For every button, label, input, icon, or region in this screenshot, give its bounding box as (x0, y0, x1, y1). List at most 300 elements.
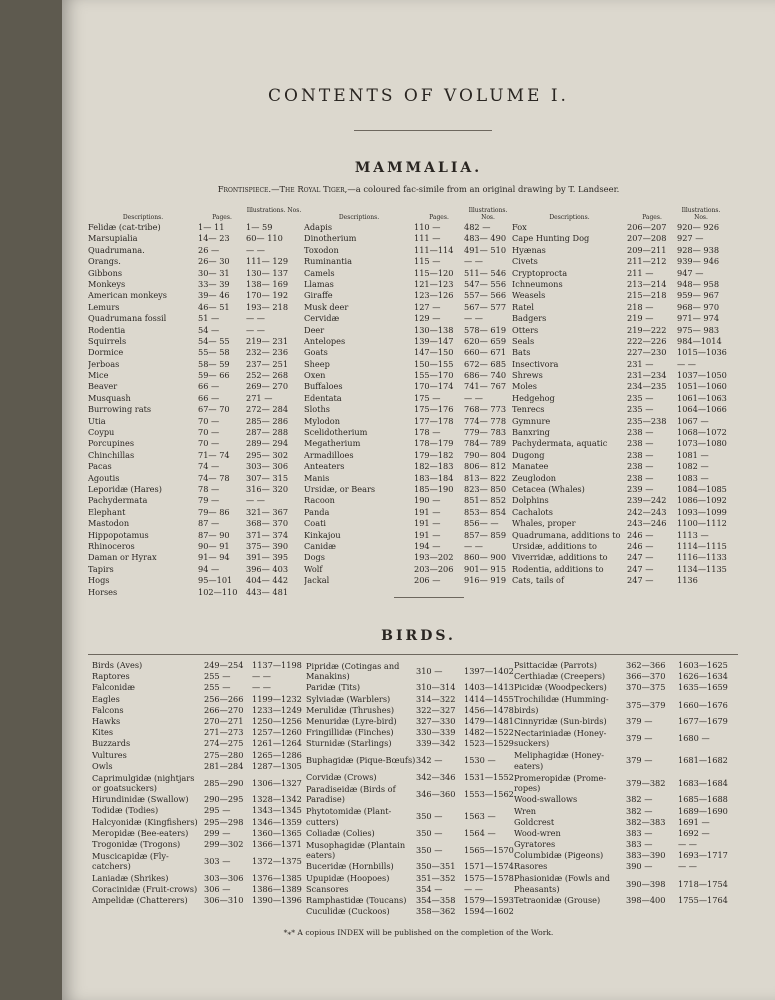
entry-pages: 191 — (414, 518, 441, 529)
entry-name: Rodentia, additions to (512, 563, 604, 574)
entry-illustrations: 567— 577 (464, 301, 507, 312)
entry-illustrations: 806— 812 (464, 461, 507, 472)
entry-name: Paridæ (Tits) (306, 682, 361, 693)
table-row (88, 313, 302, 324)
entry-name: Weasels (512, 290, 546, 301)
table-row (88, 438, 302, 449)
table-row (88, 518, 302, 529)
entry-name: Meropidæ (Bee-eaters) (92, 827, 189, 838)
table-row (306, 884, 514, 895)
table-row (512, 484, 725, 495)
entry-name: Horses (88, 586, 118, 597)
table-row (88, 222, 302, 233)
entry-pages: 295—298 (204, 816, 244, 827)
entry-pages: 231 — (627, 358, 654, 369)
entry-illustrations: 1261—1264 (252, 738, 302, 749)
entry-name: Cetacea (Whales) (512, 483, 585, 494)
entry-pages: 39— 46 (198, 290, 230, 301)
table-row (92, 850, 304, 872)
entry-illustrations: 927 — (677, 233, 704, 244)
entry-illustrations: 975— 983 (677, 324, 720, 335)
table-row (512, 530, 725, 541)
entry-name: Muscicapidæ (Fly-catchers) (92, 850, 169, 872)
table-row (88, 427, 302, 438)
entry-illustrations: 1137—1198 (252, 660, 302, 670)
table-row (514, 828, 726, 839)
entry-illustrations: 1328—1342 (252, 794, 302, 805)
frontispiece-text: ,—a coloured fac-simile from an original drawing by T. Landseer. (344, 184, 620, 194)
entry-pages: 54— 55 (198, 335, 230, 346)
entry-name: Agoutis (88, 472, 120, 483)
header-pages: Pages. (642, 214, 662, 221)
table-row (88, 541, 302, 552)
entry-name: American monkeys (88, 290, 167, 301)
table-row (92, 727, 304, 738)
table-row (88, 564, 302, 575)
table-row (306, 716, 514, 727)
entry-pages: 290—295 (204, 794, 244, 805)
entry-name: Coypu (88, 427, 115, 438)
entry-illustrations: 321— 367 (246, 506, 289, 517)
table-row (512, 245, 725, 256)
entry-illustrations: 1564 — (464, 827, 496, 838)
table-row (92, 761, 304, 772)
entry-pages: 51 — (198, 313, 220, 324)
table-row (512, 507, 725, 518)
entry-name: Trochilidæ (Humming-birds) (514, 694, 609, 715)
table-row (88, 393, 302, 404)
entry-illustrations: 272— 284 (246, 404, 289, 415)
table-row (92, 895, 304, 906)
table-row (514, 750, 726, 772)
header-descriptions: Descriptions. (338, 214, 380, 221)
entry-illustrations: 939— 946 (677, 256, 720, 267)
entry-illustrations: 672— 685 (464, 358, 507, 369)
table-row (512, 302, 725, 313)
entry-pages: 375—379 (626, 699, 666, 710)
table-row (88, 290, 302, 301)
table-row (88, 587, 302, 598)
entry-pages: 91— 94 (198, 552, 230, 563)
entry-name: Canidæ (304, 540, 336, 551)
entry-name: Pipridæ (Cotingas and Manakins) (306, 660, 400, 682)
entry-name: Coracinidæ (Fruit-crows) (92, 883, 198, 894)
entry-name: Phytotomidæ (Plant-cutters) (306, 806, 392, 827)
entry-illustrations: 1100—1112 (677, 518, 727, 529)
entry-illustrations: — — (464, 313, 483, 324)
entry-pages: 185—190 (414, 483, 454, 494)
table-row (88, 370, 302, 381)
entry-name: Mice (88, 370, 109, 381)
entry-pages: 231—234 (627, 370, 667, 381)
entry-pages: 330—339 (416, 727, 456, 738)
table-row (88, 245, 302, 256)
entry-illustrations: 1081 — (677, 449, 709, 460)
entry-illustrations: 1199—1232 (252, 693, 302, 704)
entry-pages: 194 — (414, 540, 441, 551)
entry-illustrations: 578— 619 (464, 324, 507, 335)
entry-pages: 26— 30 (198, 256, 230, 267)
entry-pages: 366—370 (626, 671, 666, 682)
table-row (512, 416, 725, 427)
volume-title: CONTENTS OF VOLUME I. (268, 86, 569, 106)
entry-illustrations: 1692 — (678, 827, 710, 838)
table-row (304, 393, 512, 404)
table-row (88, 530, 302, 541)
table-row (306, 895, 514, 906)
entry-pages: 190 — (414, 495, 441, 506)
entry-illustrations: 307— 315 (246, 472, 289, 483)
table-row (512, 279, 725, 290)
entry-name: Todidæ (Todies) (92, 805, 159, 816)
entry-name: Burrowing rats (88, 404, 152, 415)
entry-name: Toxodon (304, 244, 339, 255)
table-row (92, 705, 304, 716)
entry-name: Cervidæ (304, 313, 340, 324)
entry-illustrations: 1689—1690 (678, 805, 728, 816)
entry-name: Dogs (304, 552, 325, 563)
entry-illustrations: 768— 773 (464, 404, 507, 415)
entry-illustrations: 660— 671 (464, 347, 507, 358)
header-descriptions: Descriptions. (122, 214, 164, 221)
entry-pages: 215—218 (627, 290, 667, 301)
table-row (304, 530, 512, 541)
entry-pages: 115 — (414, 256, 441, 267)
table-row (88, 461, 302, 472)
entry-name: Insectivora (512, 358, 559, 369)
table-row (92, 828, 304, 839)
entry-name: Psittacidæ (Parrots) (514, 660, 597, 670)
table-row (306, 660, 514, 682)
table-row (512, 325, 725, 336)
entry-name: Scansores (306, 883, 349, 894)
entry-pages: 179—182 (414, 449, 454, 460)
entry-illustrations: 1015—1036 (677, 347, 727, 358)
entry-name: Utia (88, 415, 106, 426)
table-row (512, 370, 725, 381)
table-row (512, 404, 725, 415)
table-row (88, 495, 302, 506)
header-illustrations: Illustrations. Nos. (681, 207, 721, 221)
entry-pages: 246 — (627, 540, 654, 551)
entry-name: Gyratores (514, 839, 556, 850)
entry-name: Rasores (514, 861, 548, 872)
entry-illustrations: 368— 370 (246, 518, 289, 529)
table-row (92, 716, 304, 727)
entry-illustrations: 1136 (677, 575, 698, 586)
entry-pages: 274—275 (204, 738, 244, 749)
entry-illustrations: 1093—1099 (677, 506, 727, 517)
entry-name: Sloths (304, 404, 330, 415)
entry-pages: 239—242 (627, 495, 667, 506)
entry-pages: 383 — (626, 839, 653, 850)
entry-pages: 78 — (198, 483, 220, 494)
table-row (304, 233, 512, 244)
entry-name: Cape Hunting Dog (512, 233, 590, 244)
entry-illustrations: 1376—1385 (252, 872, 302, 883)
entry-pages: 203—206 (414, 563, 454, 574)
header-descriptions: Descriptions. (549, 214, 590, 221)
entry-illustrations: 1064—1066 (677, 404, 727, 415)
entry-pages: 243—246 (627, 518, 667, 529)
entry-pages: 350 — (416, 827, 443, 838)
entry-pages: 70 — (198, 438, 220, 449)
entry-pages: 379 — (626, 733, 653, 744)
entry-illustrations: 138— 169 (246, 278, 289, 289)
entry-name: Columbidæ (Pigeons) (514, 850, 604, 861)
entry-name: Jerboas (88, 358, 120, 369)
entry-illustrations: 1386—1389 (252, 883, 302, 894)
entry-name: Porcupines (88, 438, 135, 449)
entry-name: Falcons (92, 704, 124, 715)
entry-name: Civets (512, 256, 538, 267)
table-row (306, 839, 514, 861)
entry-name: Musk deer (304, 301, 349, 312)
table-row (304, 495, 512, 506)
entry-pages: 191 — (414, 506, 441, 517)
entry-pages: 211—212 (627, 256, 667, 267)
entry-illustrations: 1287—1305 (252, 760, 302, 771)
entry-name: Buceridæ (Hornbills) (306, 861, 394, 872)
table-row (88, 473, 302, 484)
table-row (512, 268, 725, 279)
entry-name: Pachydermata, aquatic (512, 438, 608, 449)
entry-illustrations: 1084—1085 (677, 483, 727, 494)
table-row (304, 268, 512, 279)
entry-name: Cachalots (512, 506, 553, 517)
entry-pages: 175—176 (414, 404, 454, 415)
table-row (92, 750, 304, 761)
table-row (88, 450, 302, 461)
entry-pages: 247 — (627, 552, 654, 563)
title-rule (354, 130, 492, 131)
table-row (514, 806, 726, 817)
entry-name: Rodentia (88, 324, 126, 335)
entry-pages: 121—123 (414, 278, 454, 289)
birds-top-rule (88, 654, 738, 655)
entry-name: Banxring (512, 427, 550, 438)
birds-column-2 (306, 660, 514, 917)
entry-pages: 242—243 (627, 506, 667, 517)
entry-name: Birds (Aves) (92, 660, 143, 670)
entry-illustrations: 287— 288 (246, 427, 289, 438)
entry-illustrations: 1346—1359 (252, 816, 302, 827)
entry-illustrations: 1677—1679 (678, 715, 728, 726)
mammalia-heading: MAMMALIA. (354, 160, 483, 176)
entry-illustrations: 375— 390 (246, 540, 289, 551)
entry-pages: 379 — (626, 755, 653, 766)
entry-name: Mastodon (88, 518, 130, 529)
table-row (304, 564, 512, 575)
entry-name: Tapirs (88, 563, 114, 574)
entry-name: Upupidæ (Hoopoes) (306, 872, 390, 883)
table-row (92, 839, 304, 850)
table-row (88, 336, 302, 347)
entry-illustrations: — — (677, 358, 696, 369)
entry-name: Zeuglodon (512, 472, 557, 483)
table-row (512, 564, 725, 575)
entry-illustrations: 219— 231 (246, 335, 289, 346)
table-row (88, 256, 302, 267)
entry-illustrations: 947 — (677, 267, 704, 278)
entry-illustrations: 790— 804 (464, 449, 507, 460)
entry-pages: 350—351 (416, 861, 456, 872)
table-row (88, 381, 302, 392)
mammalia-column-3 (512, 222, 725, 587)
entry-pages: 95—101 (198, 575, 233, 586)
table-row (304, 552, 512, 563)
entry-illustrations: 295— 302 (246, 449, 289, 460)
entry-pages: 33— 39 (198, 278, 230, 289)
entry-pages: 270—271 (204, 715, 244, 726)
entry-illustrations: 316— 320 (246, 483, 289, 494)
table-row (304, 256, 512, 267)
entry-illustrations: 1530 — (464, 755, 496, 766)
table-row (512, 290, 725, 301)
entry-pages: 129 — (414, 313, 441, 324)
frontispiece-line (62, 184, 775, 194)
table-row (514, 850, 726, 861)
entry-pages: 281—284 (204, 760, 244, 771)
entry-name: Wood-wren (514, 827, 561, 838)
table-row (92, 682, 304, 693)
entry-pages: 178 — (414, 427, 441, 438)
table-row (512, 541, 725, 552)
table-row (92, 772, 304, 794)
entry-name: Trogonidæ (Trogons) (92, 839, 181, 850)
table-row (304, 438, 512, 449)
entry-pages: 218 — (627, 301, 654, 312)
table-row (512, 222, 725, 233)
entry-illustrations: — — (246, 324, 265, 335)
entry-pages: 238 — (627, 461, 654, 472)
entry-illustrations: — — (464, 256, 483, 267)
table-row (306, 873, 514, 884)
table-row (88, 507, 302, 518)
entry-pages: 238 — (627, 427, 654, 438)
entry-name: Deer (304, 324, 325, 335)
entry-illustrations: 396— 403 (246, 563, 289, 574)
mammalia-column-1 (88, 222, 302, 598)
entry-pages: 238 — (627, 438, 654, 449)
table-row (92, 805, 304, 816)
entry-name: Musquash (88, 392, 131, 403)
table-row (514, 682, 726, 693)
entry-illustrations: 1553—1562 (464, 789, 514, 800)
entry-name: Adapis (304, 222, 333, 232)
entry-name: Shrews (512, 370, 543, 381)
entry-illustrations: 111— 129 (246, 256, 289, 267)
entry-name: Quadrumana fossil (88, 313, 167, 324)
table-row (304, 461, 512, 472)
table-row (304, 347, 512, 358)
table-row (304, 325, 512, 336)
table-row (304, 518, 512, 529)
entry-pages: 339—342 (416, 738, 456, 749)
table-row (88, 325, 302, 336)
table-row (306, 828, 514, 839)
entry-pages: 351—352 (416, 872, 456, 883)
entry-pages: 398—400 (626, 895, 666, 906)
entry-illustrations: 1397—1402 (464, 665, 514, 676)
entry-pages: 247 — (627, 575, 654, 586)
entry-illustrations: 193— 218 (246, 301, 289, 312)
entry-name: Racoon (304, 495, 335, 506)
table-row (514, 895, 726, 906)
entry-illustrations: 285— 286 (246, 415, 289, 426)
entry-name: Squirrels (88, 335, 127, 346)
entry-pages: 1— 11 (198, 222, 225, 232)
entry-illustrations: 779— 783 (464, 427, 507, 438)
entry-name: Owls (92, 760, 113, 771)
entry-illustrations: 252— 268 (246, 370, 289, 381)
entry-illustrations: 1265—1286 (252, 749, 302, 760)
entry-illustrations: 1390—1396 (252, 894, 302, 905)
entry-illustrations: 1051—1060 (677, 381, 727, 392)
entry-pages: 87 — (198, 518, 220, 529)
entry-pages: 227—230 (627, 347, 667, 358)
entry-pages: 383 — (626, 827, 653, 838)
entry-illustrations: 1— 59 (246, 222, 273, 232)
entry-name: Viverridæ, additions to (512, 552, 608, 563)
entry-name: Cats, tails of (512, 575, 565, 586)
entry-illustrations: — — (464, 883, 483, 894)
table-row (306, 682, 514, 693)
table-row (306, 805, 514, 827)
entry-illustrations: 1685—1688 (678, 794, 728, 805)
entry-pages: 70 — (198, 415, 220, 426)
entry-pages: 46— 51 (198, 301, 230, 312)
entry-pages: 79 — (198, 495, 220, 506)
entry-name: Caprimulgidæ (nightjars or goatsuckers) (92, 772, 195, 794)
entry-illustrations: 968— 970 (677, 301, 720, 312)
frontispiece-label: Frontispiece.—The Royal Tiger (217, 184, 345, 194)
entry-illustrations: 1594—1602 (464, 906, 514, 917)
entry-illustrations: 1563 — (464, 811, 496, 822)
entry-illustrations: 1660—1676 (678, 699, 728, 710)
entry-pages: 350 — (416, 845, 443, 855)
entry-pages: 66 — (198, 381, 220, 392)
table-row (92, 671, 304, 682)
entry-name: Dormice (88, 347, 124, 358)
table-row (306, 772, 514, 783)
entry-name: Beaver (88, 381, 118, 392)
entry-illustrations: 511— 546 (464, 267, 507, 278)
entry-illustrations: 1113 — (677, 529, 709, 540)
entry-name: Sheep (304, 358, 330, 369)
entry-name: Gibbons (88, 267, 123, 278)
table-row (88, 484, 302, 495)
table-row (512, 233, 725, 244)
entry-pages: 115—120 (414, 267, 454, 278)
entry-illustrations: 948— 958 (677, 278, 720, 289)
table-row (512, 359, 725, 370)
entry-pages: 183—184 (414, 472, 454, 483)
entry-pages: 382—383 (626, 816, 666, 827)
entry-illustrations: 1482—1522 (464, 727, 514, 738)
entry-illustrations: 1523—1529 (464, 738, 514, 749)
entry-illustrations: 60— 110 (246, 233, 283, 244)
entry-illustrations: 557— 566 (464, 290, 507, 301)
entry-name: Dugong (512, 449, 545, 460)
entry-name: Hedgehog (512, 392, 555, 403)
entry-name: Sylviadæ (Warblers) (306, 693, 391, 704)
table-row (92, 660, 304, 671)
header-illustrations: Illustrations. Nos. (468, 207, 508, 221)
entry-illustrations: 491— 510 (464, 244, 507, 255)
entry-illustrations: — — (252, 682, 271, 693)
entry-name: Otters (512, 324, 539, 335)
